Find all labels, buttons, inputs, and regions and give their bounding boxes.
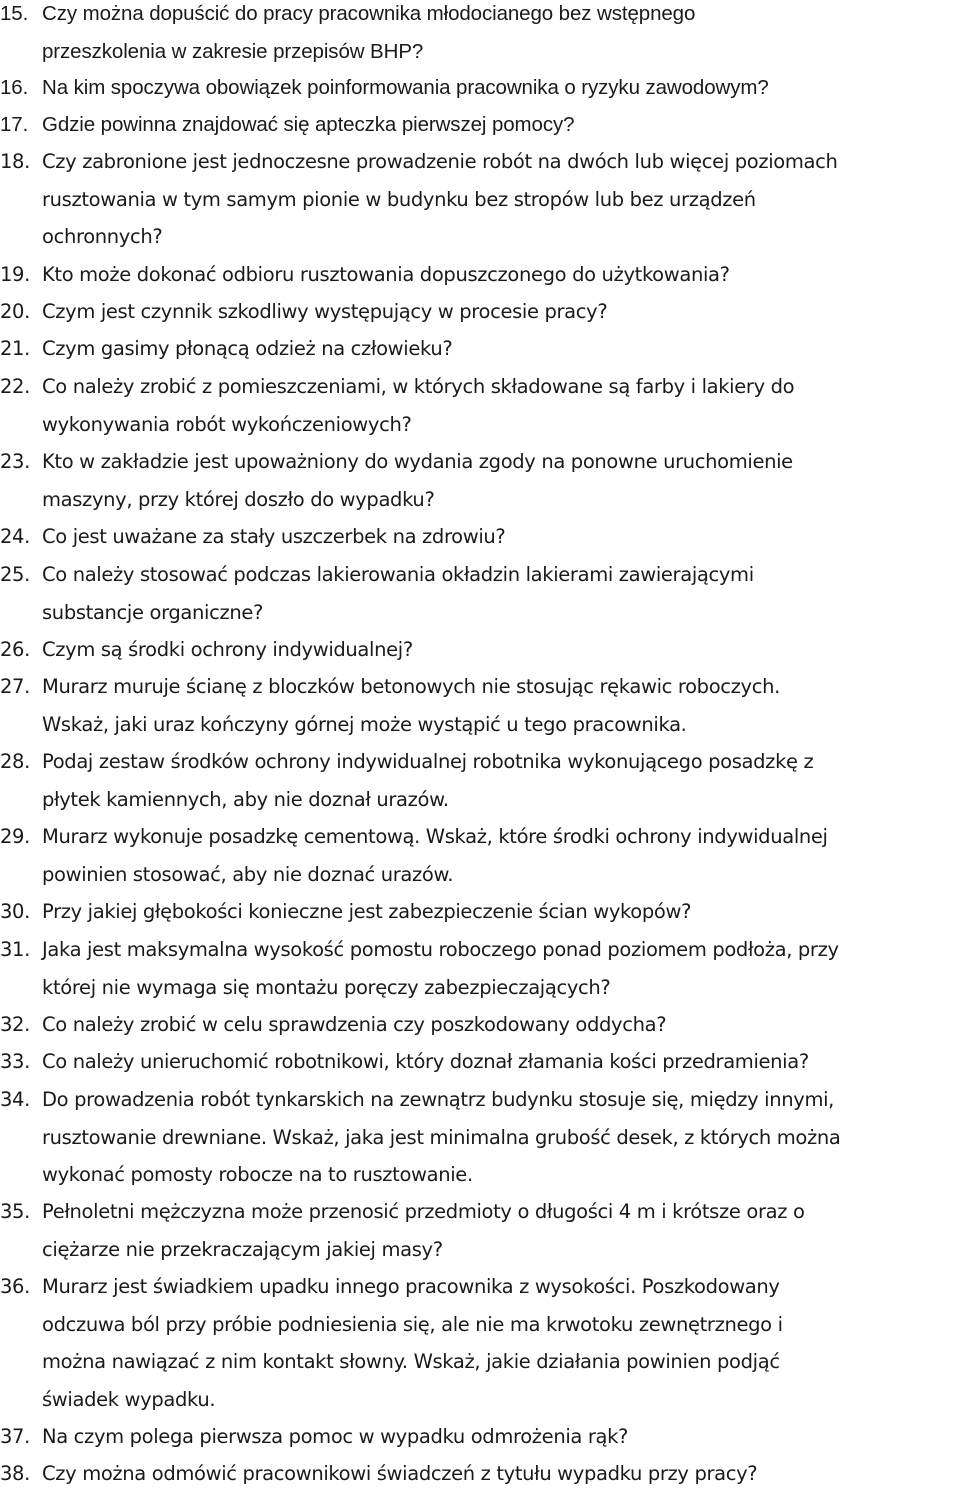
question-item	[0, 1043, 958, 1081]
question-text	[42, 1193, 958, 1268]
question-text	[42, 293, 958, 331]
question-text-line: Wskaż, jaki uraz kończyny górnej może wystąpić u tego pracownika.	[42, 712, 687, 736]
question-number: 33.	[0, 1050, 30, 1073]
question-item	[0, 330, 958, 368]
question-text-line: rusztowanie drewniane. Wskaż, jaka jest minimalna grubość desek, z których można	[42, 1125, 841, 1149]
question-text-line: powinien stosować, aby nie doznać urazów.	[42, 862, 454, 886]
question-number: 35.	[0, 1200, 30, 1223]
question-number: 20.	[0, 300, 30, 323]
question-item	[0, 143, 958, 256]
question-item	[0, 518, 958, 556]
question-text	[42, 668, 958, 743]
question-text-line: Czy można dopuścić do pracy pracownika młodocianego bez wstępnego	[42, 2, 696, 25]
question-number: 18.	[0, 150, 30, 173]
question-item	[0, 293, 958, 331]
question-number: 37.	[0, 1425, 30, 1448]
question-number: 27.	[0, 675, 30, 698]
question-text	[42, 143, 958, 256]
question-text-line: substancje organiczne?	[42, 600, 264, 624]
question-number: 26.	[0, 638, 30, 661]
question-text-line: przeszkolenia w zakresie przepisów BHP?	[42, 39, 424, 63]
question-item	[0, 743, 958, 818]
question-number: 32.	[0, 1013, 30, 1036]
question-text	[42, 368, 958, 443]
question-item	[0, 668, 958, 743]
question-text	[42, 330, 958, 368]
question-text-line: Co należy stosować podczas lakierowania okładzin lakierami zawierającymi	[42, 563, 754, 586]
question-number: 34.	[0, 1088, 30, 1111]
question-item	[0, 69, 958, 107]
question-text-line: Gdzie powinna znajdować się apteczka pierwszej pomocy?	[42, 113, 575, 136]
question-text-line: Czym gasimy płonącą odzież na człowieku?	[42, 337, 453, 360]
question-text-line: maszyny, przy której doszło do wypadku?	[42, 487, 435, 511]
question-text-line: Na kim spoczywa obowiązek poinformowania pracownika o ryzyku zawodowym?	[42, 76, 769, 99]
question-text-line: Co należy zrobić z pomieszczeniami, w których składowane są farby i lakiery do	[42, 375, 795, 398]
question-item	[0, 443, 958, 518]
question-text-line: ciężarze nie przekraczającym jakiej masy?	[42, 1237, 443, 1261]
question-text	[42, 631, 958, 669]
question-number: 29.	[0, 825, 30, 848]
question-text	[42, 256, 958, 294]
question-item	[0, 818, 958, 893]
question-text	[42, 443, 958, 518]
question-number: 23.	[0, 450, 30, 473]
question-item	[0, 1418, 958, 1456]
question-text-line: rusztowania w tym samym pionie w budynku bez stropów lub bez urządzeń	[42, 187, 756, 211]
question-item	[0, 556, 958, 631]
question-text-line: Murarz muruje ścianę z bloczków betonowych nie stosując rękawic roboczych.	[42, 675, 780, 698]
question-text	[42, 1081, 958, 1194]
question-number: 38.	[0, 1462, 30, 1485]
question-text-line: ochronnych?	[42, 225, 163, 248]
question-text-line: Czym jest czynnik szkodliwy występujący w procesie pracy?	[42, 300, 608, 323]
question-text	[42, 0, 958, 70]
question-text-line: Podaj zestaw środków ochrony indywidualnej robotnika wykonującego posadzkę z	[42, 750, 814, 773]
question-text	[42, 69, 958, 107]
question-text	[42, 1006, 958, 1044]
question-text-line: Czy zabronione jest jednoczesne prowadzenie robót na dwóch lub więcej poziomach	[42, 150, 838, 173]
question-item	[0, 893, 958, 931]
question-number: 25.	[0, 563, 30, 586]
question-text-line: Co należy zrobić w celu sprawdzenia czy poszkodowany oddycha?	[42, 1013, 667, 1036]
question-text-line: wykonywania robót wykończeniowych?	[42, 412, 412, 436]
question-text	[42, 743, 958, 818]
question-text-line: Do prowadzenia robót tynkarskich na zewnątrz budynku stosuje się, między innymi,	[42, 1088, 835, 1111]
question-number: 17.	[0, 113, 29, 136]
question-item	[0, 106, 958, 144]
question-text-line: Co jest uważane za stały uszczerbek na zdrowiu?	[42, 525, 506, 548]
question-text	[42, 1268, 958, 1418]
question-item	[0, 368, 958, 443]
question-text	[42, 1043, 958, 1081]
question-text-line: Murarz jest świadkiem upadku innego pracownika z wysokości. Poszkodowany	[42, 1275, 780, 1298]
question-item	[0, 256, 958, 294]
question-item	[0, 1081, 958, 1194]
question-text	[42, 818, 958, 893]
question-number: 22.	[0, 375, 30, 398]
question-number: 15.	[0, 2, 29, 25]
question-text-line: Murarz wykonuje posadzkę cementową. Wskaż, które środki ochrony indywidualnej	[42, 825, 828, 848]
question-number: 36.	[0, 1275, 30, 1298]
question-text-line: wykonać pomosty robocze na to rusztowanie.	[42, 1163, 473, 1186]
question-text-line: Na czym polega pierwsza pomoc w wypadku odmrożenia rąk?	[42, 1425, 629, 1448]
question-text	[42, 1418, 958, 1456]
question-text-line: płytek kamiennych, aby nie doznał urazów.	[42, 787, 449, 811]
question-item	[0, 0, 958, 70]
question-item	[0, 1455, 958, 1493]
question-text	[42, 1455, 958, 1493]
question-number: 19.	[0, 263, 30, 286]
question-text-line: której nie wymaga się montażu poręczy zabezpieczających?	[42, 975, 611, 999]
question-text-line: można nawiązać z nim kontakt słowny. Wskaż, jakie działania powinien podjąć	[42, 1350, 780, 1373]
question-item	[0, 931, 958, 1006]
question-item	[0, 631, 958, 669]
question-text-line: Czym są środki ochrony indywidualnej?	[42, 638, 413, 661]
question-text-line: świadek wypadku.	[42, 1387, 216, 1411]
question-text	[42, 893, 958, 931]
question-number: 21.	[0, 337, 30, 360]
question-number: 16.	[0, 76, 29, 99]
question-item	[0, 1006, 958, 1044]
question-number: 30.	[0, 900, 30, 923]
question-text-line: Przy jakiej głębokości konieczne jest zabezpieczenie ścian wykopów?	[42, 900, 692, 923]
question-text-line: Kto może dokonać odbioru rusztowania dopuszczonego do użytkowania?	[42, 263, 730, 286]
question-text	[42, 556, 958, 631]
question-text-line: odczuwa ból przy próbie podniesienia się, ale nie ma krwotoku zewnętrznego i	[42, 1312, 783, 1336]
question-item	[0, 1193, 958, 1268]
question-text-line: Pełnoletni mężczyzna może przenosić przedmioty o długości 4 m i krótsze oraz o	[42, 1200, 805, 1223]
question-text-line: Co należy unieruchomić robotnikowi, który doznał złamania kości przedramienia?	[42, 1050, 809, 1073]
question-text-line: Jaka jest maksymalna wysokość pomostu roboczego ponad poziomem podłoża, przy	[42, 938, 839, 961]
question-number: 31.	[0, 938, 30, 961]
question-text	[42, 518, 958, 556]
question-text-line: Czy można odmówić pracownikowi świadczeń z tytułu wypadku przy pracy?	[42, 1462, 758, 1485]
question-number: 28.	[0, 750, 30, 773]
question-item	[0, 1268, 958, 1418]
question-number: 24.	[0, 525, 30, 548]
question-text	[42, 931, 958, 1006]
question-text	[42, 106, 958, 144]
question-text-line: Kto w zakładzie jest upoważniony do wydania zgody na ponowne uruchomienie	[42, 450, 793, 473]
